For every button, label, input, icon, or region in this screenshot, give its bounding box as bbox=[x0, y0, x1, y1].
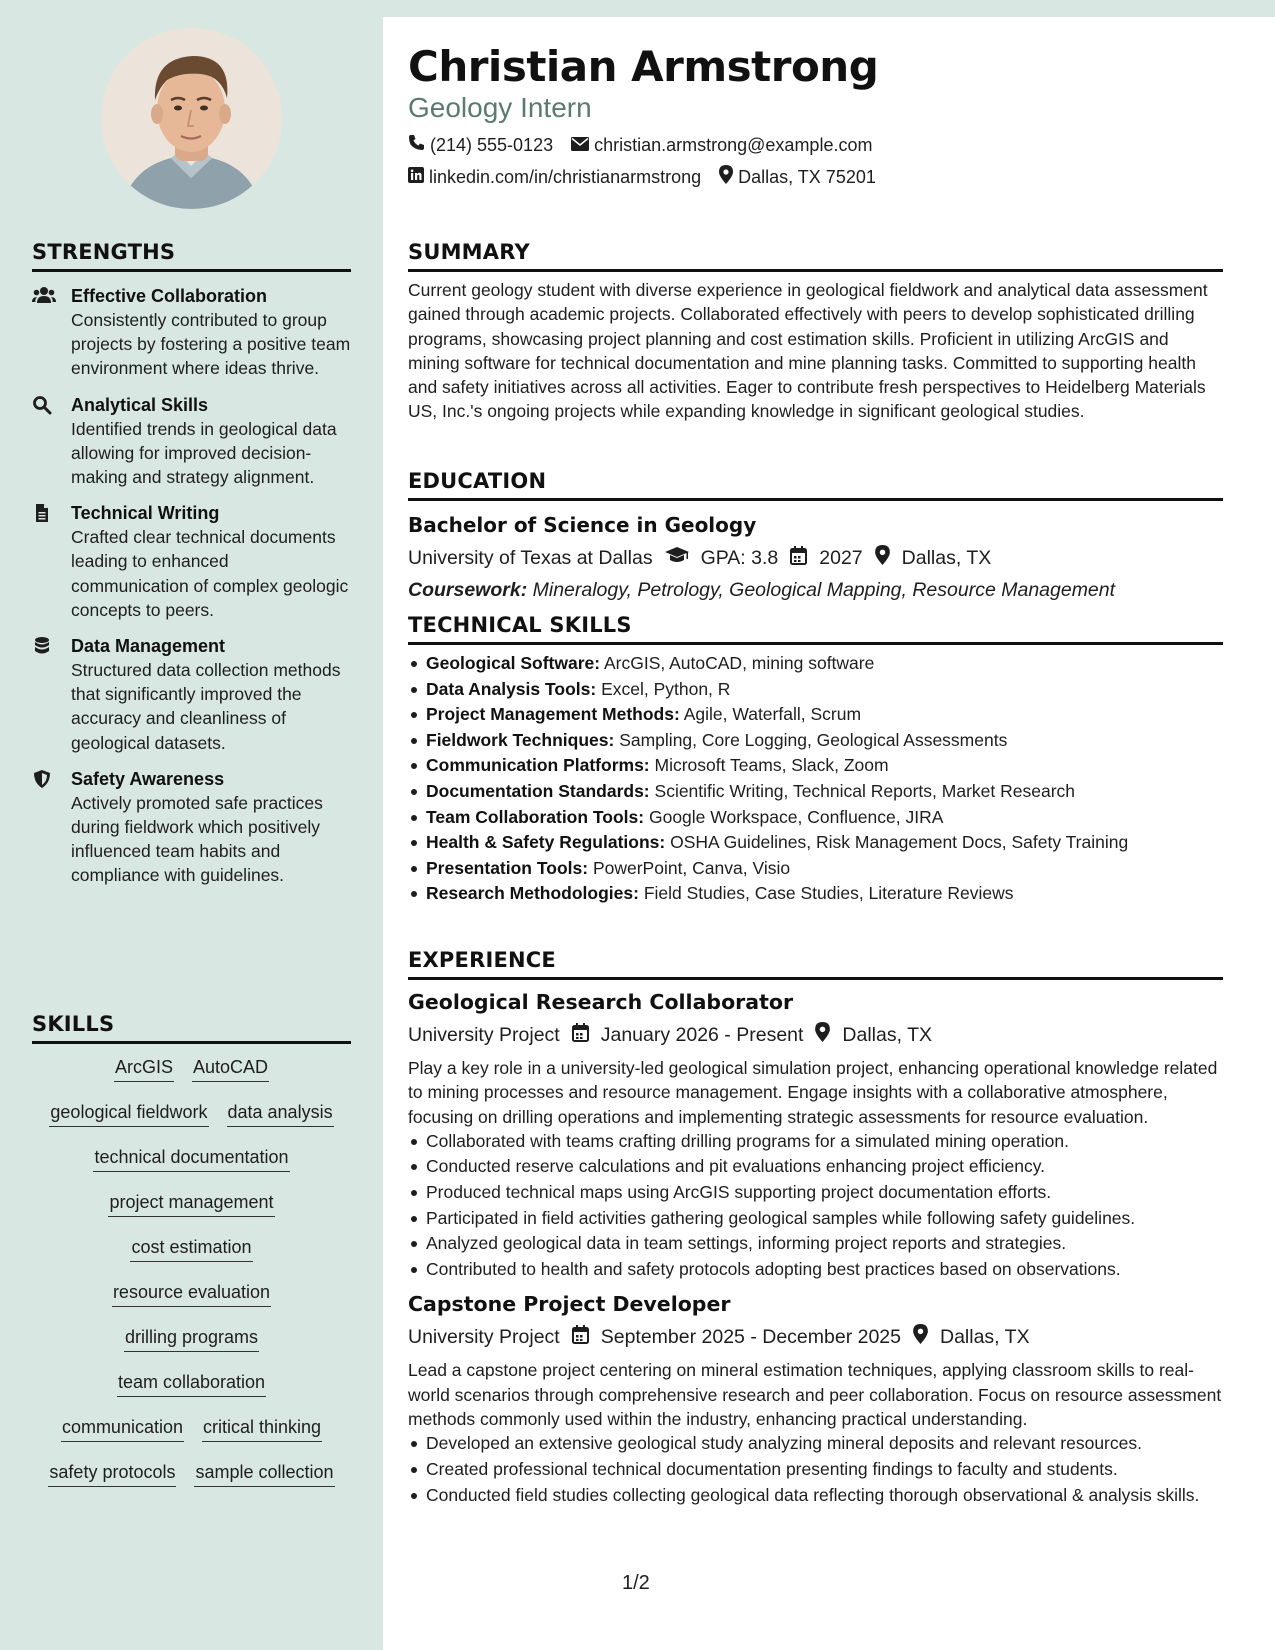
map-pin-icon bbox=[719, 165, 733, 189]
grad-year: 2027 bbox=[819, 546, 863, 569]
strengths-section bbox=[32, 240, 351, 888]
strength-title: Safety Awareness bbox=[71, 768, 225, 789]
list-item bbox=[408, 753, 1223, 779]
job-location-item bbox=[815, 1022, 932, 1048]
skill-tag: data analysis bbox=[227, 1101, 334, 1127]
gpa-item bbox=[665, 547, 779, 570]
skill-category: Geological Software: bbox=[426, 653, 601, 673]
job-description: Lead a capstone project centering on mineral estimation techniques, applying classroom skills to real-world scenarios through comprehensive research and peer collaboration. Focus on resource assessment methods commonly used within the industry, enhancing practical understanding. bbox=[408, 1360, 1222, 1430]
skill-row bbox=[32, 1326, 351, 1371]
summary-heading: SUMMARY bbox=[408, 240, 1223, 272]
job-bullets bbox=[408, 1431, 1223, 1508]
profile-photo bbox=[101, 28, 282, 209]
skill-tag: sample collection bbox=[194, 1461, 334, 1487]
calendar-icon bbox=[790, 546, 807, 571]
envelope-icon bbox=[571, 135, 589, 156]
job-org: University Project bbox=[408, 1325, 560, 1348]
skill-values: Agile, Waterfall, Scrum bbox=[683, 704, 862, 725]
strength-title: Technical Writing bbox=[71, 503, 220, 524]
strength-title: Analytical Skills bbox=[71, 394, 209, 415]
strength-item bbox=[32, 634, 351, 755]
linkedin-text[interactable]: linkedin.com/in/christianarmstrong bbox=[429, 166, 702, 187]
strength-item bbox=[32, 767, 351, 888]
skill-row bbox=[32, 1101, 351, 1146]
skill-values: Microsoft Teams, Slack, Zoom bbox=[654, 755, 889, 776]
skill-tag: drilling programs bbox=[124, 1326, 259, 1352]
skill-tag: geological fieldwork bbox=[49, 1101, 208, 1127]
skill-category: Team Collaboration Tools: bbox=[426, 806, 645, 827]
users-icon bbox=[32, 286, 56, 306]
job-meta bbox=[408, 1022, 1223, 1048]
school-name: University of Texas at Dallas bbox=[408, 546, 653, 569]
list-item: Conducted field studies collecting geological data reflecting thorough observational & analysis skills. bbox=[408, 1483, 1223, 1509]
skill-row bbox=[32, 1056, 351, 1101]
job-entry bbox=[408, 1292, 1223, 1508]
skills-section bbox=[32, 1012, 351, 1506]
email-contact[interactable] bbox=[571, 134, 872, 156]
education-section bbox=[408, 469, 1223, 602]
shield-icon bbox=[32, 769, 56, 789]
technical-skills-section bbox=[408, 613, 1223, 907]
skill-category: Data Analysis Tools: bbox=[426, 678, 597, 699]
strength-desc: Structured data collection methods that significantly improved the accuracy and cleanliness of geological datasets. bbox=[71, 660, 341, 753]
list-item bbox=[408, 805, 1223, 831]
skill-row bbox=[32, 1371, 351, 1416]
linkedin-contact[interactable] bbox=[408, 165, 701, 189]
job-org: University Project bbox=[408, 1023, 560, 1046]
list-item: Analyzed geological data in team settings, informing project reports and strategies. bbox=[408, 1231, 1223, 1257]
search-icon bbox=[32, 395, 56, 415]
skill-category: Project Management Methods: bbox=[426, 704, 680, 725]
skill-tag: resource evaluation bbox=[112, 1281, 271, 1307]
job-location: Dallas, TX bbox=[842, 1023, 933, 1046]
calendar-icon bbox=[572, 1325, 589, 1350]
edu-location: Dallas, TX bbox=[901, 546, 992, 569]
skill-tag: communication bbox=[61, 1416, 184, 1442]
degree-title: Bachelor of Science in Geology bbox=[408, 513, 757, 537]
skill-tag: safety protocols bbox=[48, 1461, 176, 1487]
sidebar bbox=[0, 0, 383, 1650]
skill-tag: cost estimation bbox=[130, 1236, 252, 1262]
strength-item bbox=[32, 284, 351, 381]
list-item: Collaborated with teams crafting drilling programs for a simulated mining operation. bbox=[408, 1129, 1223, 1155]
main-content bbox=[383, 17, 1275, 1650]
coursework-text: Mineralogy, Petrology, Geological Mapping, Resource Management bbox=[532, 579, 1116, 601]
map-pin-icon bbox=[913, 1324, 928, 1350]
contact-row bbox=[408, 165, 876, 189]
phone-contact bbox=[408, 134, 553, 156]
location-contact bbox=[719, 165, 876, 189]
job-title: Capstone Project Developer bbox=[408, 1292, 731, 1317]
skill-row bbox=[32, 1461, 351, 1506]
skill-category: Communication Platforms: bbox=[426, 755, 650, 776]
map-pin-icon bbox=[815, 1022, 830, 1048]
skill-values: PowerPoint, Canva, Visio bbox=[592, 857, 791, 878]
summary-section bbox=[408, 240, 1223, 424]
list-item: Contributed to health and safety protocols adopting best practices based on observations. bbox=[408, 1257, 1223, 1283]
database-icon bbox=[32, 636, 56, 656]
skills-tags bbox=[32, 1056, 351, 1506]
job-dates: January 2026 - Present bbox=[600, 1023, 804, 1046]
experience-section bbox=[408, 948, 1223, 1508]
job-description: Play a key role in a university-led geological simulation project, enhancing operational knowledge related to mining processes and resource management. Engage insights with a collaborative atmosphere, focusing on drilling operations and implementing strategic assessments for resource evaluation. bbox=[408, 1058, 1218, 1127]
skill-row bbox=[32, 1191, 351, 1236]
skill-values: ArcGIS, AutoCAD, mining software bbox=[603, 653, 875, 673]
email-text[interactable]: christian.armstrong@example.com bbox=[594, 134, 873, 155]
skill-category: Presentation Tools: bbox=[426, 857, 589, 878]
skill-values: Google Workspace, Confluence, JIRA bbox=[648, 806, 944, 827]
edu-location-item bbox=[875, 545, 992, 571]
phone-icon bbox=[408, 134, 425, 156]
experience-heading: EXPERIENCE bbox=[408, 948, 1223, 980]
skill-row bbox=[32, 1416, 351, 1461]
job-dates-item bbox=[572, 1023, 804, 1048]
list-item bbox=[408, 779, 1223, 805]
strengths-heading: STRENGTHS bbox=[32, 240, 351, 272]
skill-values: OSHA Guidelines, Risk Management Docs, Safety Training bbox=[670, 832, 1129, 853]
skill-values: Field Studies, Case Studies, Literature Reviews bbox=[643, 883, 1014, 904]
strength-desc: Identified trends in geological data allowing for improved decision-making and strategy alignment. bbox=[71, 418, 337, 488]
coursework-label: Coursework: bbox=[408, 579, 528, 601]
strength-item bbox=[32, 501, 351, 622]
contact-row bbox=[408, 134, 872, 156]
education-heading: EDUCATION bbox=[408, 469, 1223, 501]
strength-title: Data Management bbox=[71, 636, 226, 657]
skill-values: Excel, Python, R bbox=[601, 678, 731, 699]
list-item: Developed an extensive geological study analyzing mineral deposits and relevant resources. bbox=[408, 1431, 1223, 1457]
strength-title: Effective Collaboration bbox=[71, 286, 268, 306]
list-item bbox=[408, 702, 1223, 728]
list-item: Created professional technical documentation presenting findings to faculty and students. bbox=[408, 1457, 1223, 1483]
strength-item bbox=[32, 393, 351, 490]
list-item: Produced technical maps using ArcGIS supporting project documentation efforts. bbox=[408, 1180, 1223, 1206]
skill-category: Fieldwork Techniques: bbox=[426, 729, 615, 750]
list-item bbox=[408, 856, 1223, 882]
job-meta bbox=[408, 1324, 1223, 1350]
list-item bbox=[408, 881, 1223, 907]
strength-desc: Crafted clear technical documents leading to enhanced communication of complex geologic concepts to peers. bbox=[71, 527, 349, 620]
calendar-icon bbox=[572, 1023, 589, 1048]
gpa-text: GPA: 3.8 bbox=[700, 546, 779, 569]
job-dates-item bbox=[572, 1325, 901, 1350]
location-text: Dallas, TX 75201 bbox=[738, 166, 876, 187]
skill-tag: technical documentation bbox=[93, 1146, 289, 1172]
job-bullets bbox=[408, 1129, 1223, 1283]
year-item bbox=[790, 546, 862, 571]
skill-tag: team collaboration bbox=[117, 1371, 266, 1397]
skill-category: Research Methodologies: bbox=[426, 883, 639, 904]
graduation-cap-icon bbox=[665, 547, 689, 570]
map-pin-icon bbox=[875, 545, 890, 571]
skill-tag: AutoCAD bbox=[192, 1056, 269, 1082]
list-item bbox=[408, 651, 1223, 677]
job-entry bbox=[408, 990, 1223, 1282]
skill-values: Scientific Writing, Technical Reports, Market Research bbox=[654, 780, 1076, 801]
skills-heading: SKILLS bbox=[32, 1012, 351, 1044]
list-item bbox=[408, 728, 1223, 754]
skill-values: Sampling, Core Logging, Geological Assessments bbox=[619, 729, 1008, 750]
strength-desc: Actively promoted safe practices during fieldwork which positively influenced team habits and compliance with guidelines. bbox=[71, 792, 323, 886]
strength-desc: Consistently contributed to group projects by fostering a positive team environment where ideas thrive. bbox=[71, 310, 351, 379]
technical-skills-list bbox=[408, 651, 1223, 907]
document-icon bbox=[32, 503, 56, 523]
coursework-line bbox=[408, 579, 1223, 602]
job-location-item bbox=[913, 1324, 1030, 1350]
page-number: 1/2 bbox=[622, 1572, 650, 1594]
linkedin-icon bbox=[408, 167, 424, 188]
candidate-role: Geology Intern bbox=[408, 92, 592, 123]
candidate-name: Christian Armstrong bbox=[408, 42, 879, 91]
skill-category: Health & Safety Regulations: bbox=[426, 832, 666, 853]
summary-text: Current geology student with diverse experience in geological fieldwork and analytical data assessment gained through academic projects. Collaborated effectively with peers to develop sophisticated drilling programs, showcasing project planning and cost estimation skills. Proficient in utilizing ArcGIS and mining software for technical documentation and mine planning tasks. Committed to supporting health and safety initiatives across all activities. Eager to contribute fresh perspectives to Heidelberg Materials US, Inc.'s ongoing projects while expanding knowledge in significant geological studies. bbox=[408, 280, 1208, 422]
skill-row bbox=[32, 1281, 351, 1326]
list-item: Participated in field activities gathering geological samples while following safety guidelines. bbox=[408, 1206, 1223, 1232]
skill-tag: ArcGIS bbox=[114, 1056, 174, 1082]
skill-row bbox=[32, 1146, 351, 1191]
list-item bbox=[408, 677, 1223, 703]
skill-category: Documentation Standards: bbox=[426, 780, 650, 801]
technical-skills-heading: TECHNICAL SKILLS bbox=[408, 613, 1223, 645]
list-item: Conducted reserve calculations and pit evaluations enhancing project efficiency. bbox=[408, 1154, 1223, 1180]
job-title: Geological Research Collaborator bbox=[408, 990, 794, 1014]
job-dates: September 2025 - December 2025 bbox=[600, 1325, 901, 1348]
skill-tag: project management bbox=[108, 1191, 274, 1217]
list-item bbox=[408, 830, 1223, 856]
phone-text: (214) 555-0123 bbox=[430, 134, 554, 155]
skill-tag: critical thinking bbox=[202, 1416, 322, 1442]
skill-row bbox=[32, 1236, 351, 1281]
job-location: Dallas, TX bbox=[939, 1325, 1030, 1348]
education-meta bbox=[408, 545, 1223, 571]
